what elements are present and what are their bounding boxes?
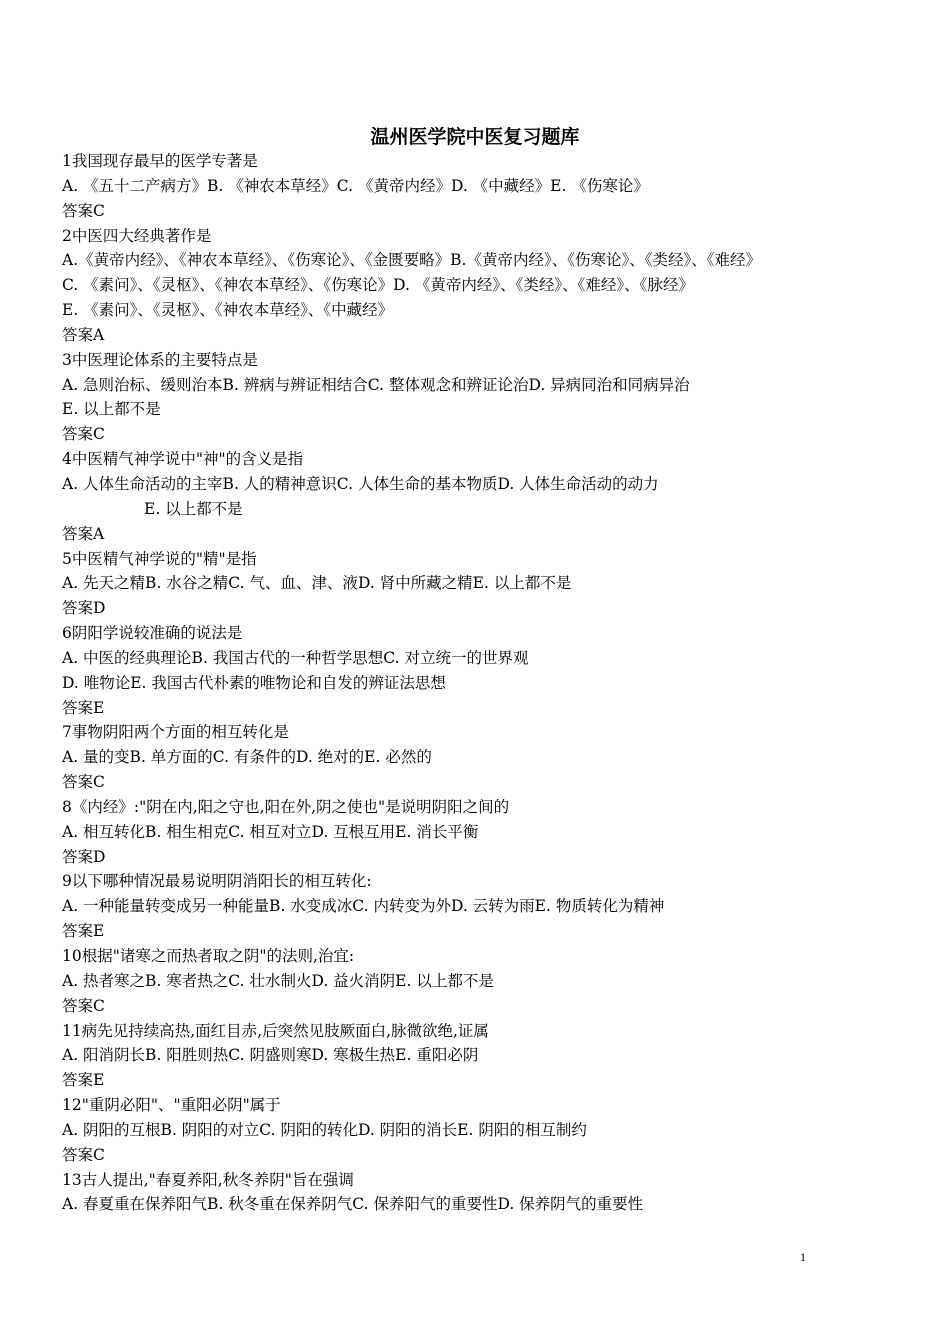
options-line: A. 先天之精B. 水谷之精C. 气、血、津、液D. 肾中所藏之精E. 以上都不是 <box>62 574 572 593</box>
answer-line: 答案C <box>62 425 105 444</box>
options-line: A. 阳消阴长B. 阳胜则热C. 阴盛则寒D. 寒极生热E. 重阳必阴 <box>62 1046 479 1065</box>
options-line: A. 热者寒之B. 寒者热之C. 壮水制火D. 益火消阴E. 以上都不是 <box>62 971 494 990</box>
options-line: A. 中医的经典理论B. 我国古代的一种哲学思想C. 对立统一的世界观 <box>62 648 529 667</box>
options-line: A.《黄帝内经》、《神农本草经》、《伤寒论》、《金匮要略》B.《黄帝内经》、《伤寒论》、《类经》、《难经》 <box>62 251 761 270</box>
options-line: A. 量的变B. 单方面的C. 有条件的D. 绝对的E. 必然的 <box>62 748 432 767</box>
options-line: A. 急则治标、缓则治本B. 辨病与辨证相结合C. 整体观念和辨证论治D. 异病同治和同病异治 <box>62 375 690 394</box>
answer-line: 答案E <box>62 1071 105 1090</box>
question-line: 9以下哪种情况最易说明阴消阳长的相互转化: <box>62 872 372 891</box>
page-number: 1 <box>800 1250 806 1264</box>
options-line: A. 一种能量转变成另一种能量B. 水变成冰C. 内转变为外D. 云转为雨E. 物质转化为精神 <box>62 897 665 916</box>
options-line: E. 以上都不是 <box>144 499 243 518</box>
question-line: 1我国现存最早的医学专著是 <box>62 152 258 170</box>
question-line: 12"重阴必阳"、"重阳必阴"属于 <box>62 1096 281 1115</box>
question-line: 10根据"诸寒之而热者取之阴"的法则,治宜: <box>62 947 355 965</box>
answer-line: 答案C <box>62 1145 105 1164</box>
options-line: D. 唯物论E. 我国古代朴素的唯物论和自发的辨证法思想 <box>62 673 446 692</box>
answer-line: 答案D <box>62 847 106 866</box>
question-line: 3中医理论体系的主要特点是 <box>62 350 258 369</box>
question-line: 13古人提出,"春夏养阳,秋冬养阴"旨在强调 <box>62 1170 354 1189</box>
answer-line: 答案E <box>62 698 105 717</box>
options-line: A. 阴阳的互根B. 阴阳的对立C. 阴阳的转化D. 阴阳的消长E. 阴阳的相互制约 <box>62 1120 587 1139</box>
answer-line: 答案C <box>62 201 105 220</box>
question-line: 7事物阴阳两个方面的相互转化是 <box>62 723 289 742</box>
options-line: A. 相互转化B. 相生相克C. 相互对立D. 互根互用E. 消长平衡 <box>62 822 479 841</box>
options-line: E. 《素问》、《灵枢》、《神农本草经》、《中藏经》 <box>62 301 394 320</box>
question-line: 8《内经》:"阴在内,阳之守也,阳在外,阴之使也"是说明阴阳之间的 <box>62 797 510 816</box>
options-line: A. 春夏重在保养阳气B. 秋冬重在保养阴气C. 保养阳气的重要性D. 保养阴气的重要性 <box>62 1195 644 1214</box>
options-line: A. 人体生命活动的主宰B. 人的精神意识C. 人体生命的基本物质D. 人体生命活动的动力 <box>62 474 659 493</box>
question-line: 11病先见持续高热,面红目赤,后突然见肢厥面白,脉微欲绝,证属 <box>62 1021 489 1040</box>
question-list <box>62 149 942 1217</box>
options-line: C. 《素问》、《灵枢》、《神农本草经》、《伤寒论》D. 《黄帝内经》、《类经》、《难经》、《脉经》 <box>62 276 694 295</box>
question-line: 2中医四大经典著作是 <box>62 226 212 245</box>
answer-line: 答案C <box>62 773 105 792</box>
question-line: 6阴阳学说较准确的说法是 <box>62 624 243 643</box>
options-line: E. 以上都不是 <box>62 400 161 419</box>
answer-line: 答案E <box>62 922 105 941</box>
document-title: 温州医学院中医复习题库 <box>370 126 580 148</box>
options-line: A. 《五十二产病方》B. 《神农本草经》C. 《黄帝内经》D. 《中藏经》E. 《伤寒论》 <box>62 176 649 195</box>
question-line: 4中医精气神学说中"神"的含义是指 <box>62 450 304 469</box>
answer-line: 答案C <box>62 996 105 1015</box>
question-line: 5中医精气神学说的"精"是指 <box>62 549 257 568</box>
answer-line: 答案D <box>62 599 106 618</box>
answer-line: 答案A <box>62 325 105 344</box>
answer-line: 答案A <box>62 524 105 543</box>
